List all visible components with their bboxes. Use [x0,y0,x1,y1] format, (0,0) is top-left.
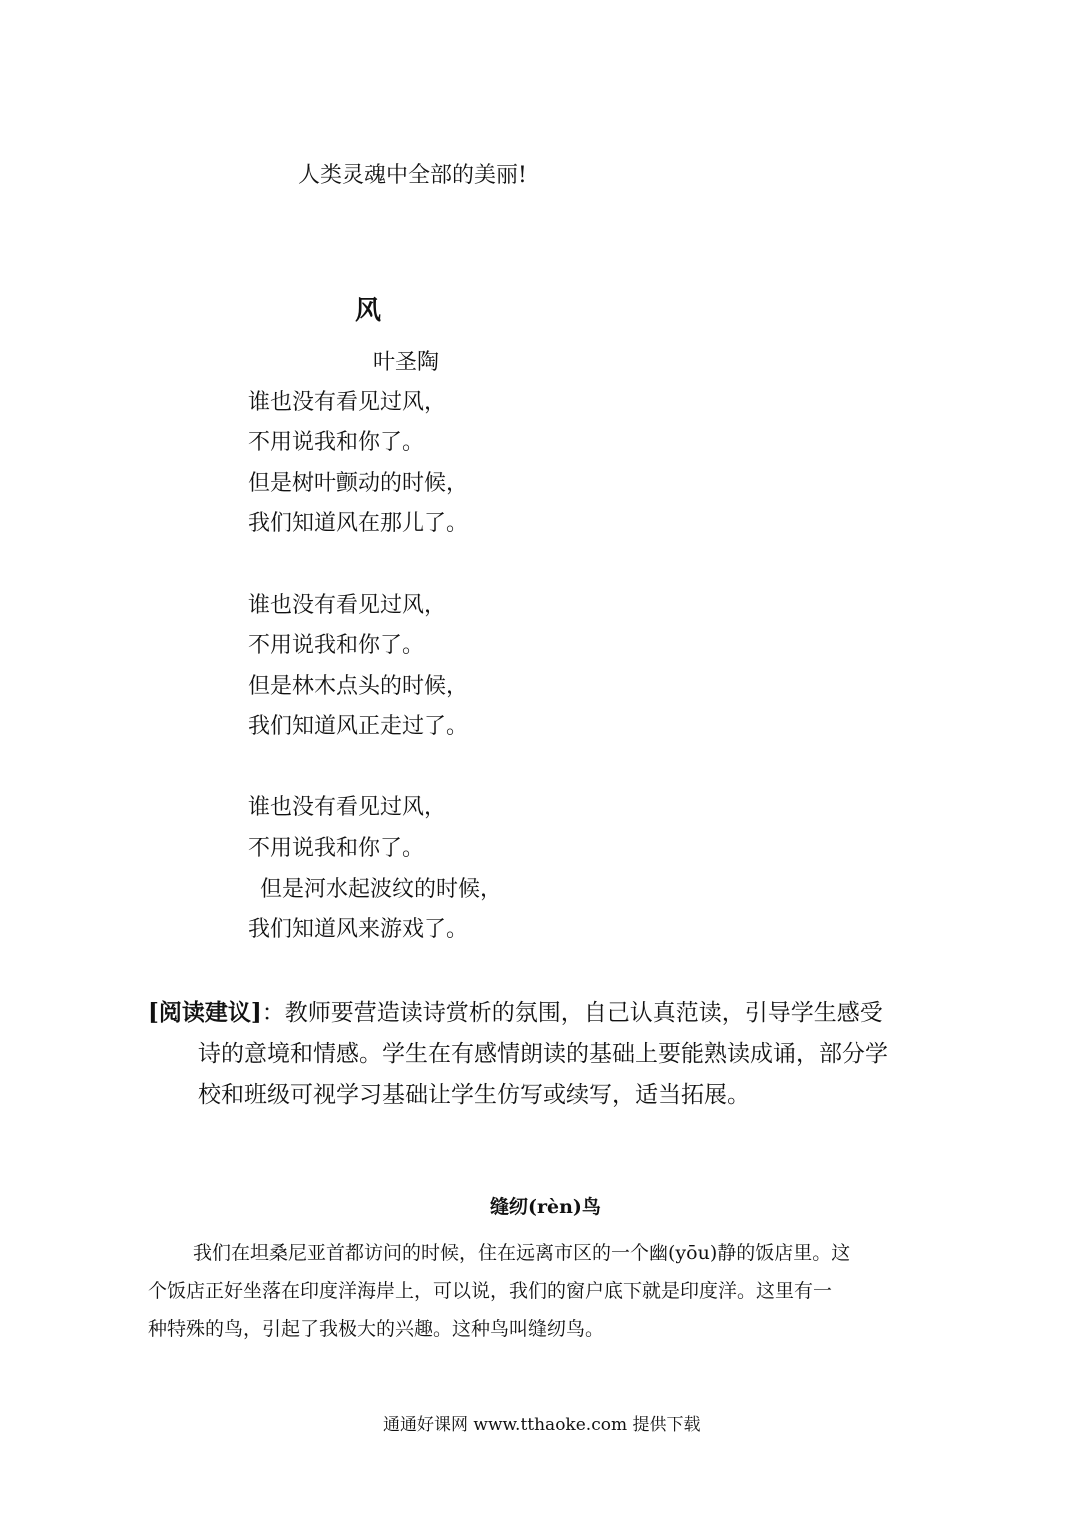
suggestion-line: 校和班级可视学习基础让学生仿写或续写，适当拓展。 [198,1082,750,1108]
story-line: 种特殊的鸟，引起了我极大的兴趣。这种鸟叫缝纫鸟。 [148,1318,605,1340]
suggestion-line [148,992,948,1034]
poem-line: 我们知道风来游戏了。 [248,917,469,942]
poem-line: 不用说我和你了。 [248,633,425,658]
continuation-line: 人类灵魂中全部的美丽! [298,163,527,188]
poem-line: 谁也没有看见过风， [248,593,447,618]
story-paragraph [148,1234,948,1348]
poem-line: 我们知道风正走过了。 [248,714,469,739]
suggestion-text: ：教师要营造读诗赏析的氛围，自己认真范读，引导学生感受 [261,1000,883,1026]
reading-suggestion [148,992,948,1116]
suggestion-label: [阅读建议] [148,999,262,1026]
page-footer: 通通好课网 www.tthaoke.com 提供下载 [383,1415,701,1435]
story-line: 我们在坦桑尼亚首都访问的时候，住在远离市区的一个幽(yōu)静的饭店里。这 [193,1242,851,1264]
poem-line: 谁也没有看见过风， [248,390,447,415]
poem-title: 风 [355,296,382,326]
poem-line: 我们知道风在那儿了。 [248,511,469,536]
poem-author: 叶圣陶 [373,350,440,375]
poem-line: 谁也没有看见过风， [248,795,447,820]
story-title: 缝纫(rèn)鸟 [490,1196,601,1218]
poem-line: 不用说我和你了。 [248,836,425,861]
story-line: 个饭店正好坐落在印度洋海岸上，可以说，我们的窗户底下就是印度洋。这里有一 [148,1280,833,1302]
poem-line: 但是林木点头的时候， [248,674,469,699]
poem-line: 不用说我和你了。 [248,430,425,455]
poem-line: 但是树叶颤动的时候， [248,471,469,496]
suggestion-line: 诗的意境和情感。学生在有感情朗读的基础上要能熟读成诵，部分学 [198,1041,888,1067]
poem-line: 但是河水起波纹的时候， [260,877,503,902]
